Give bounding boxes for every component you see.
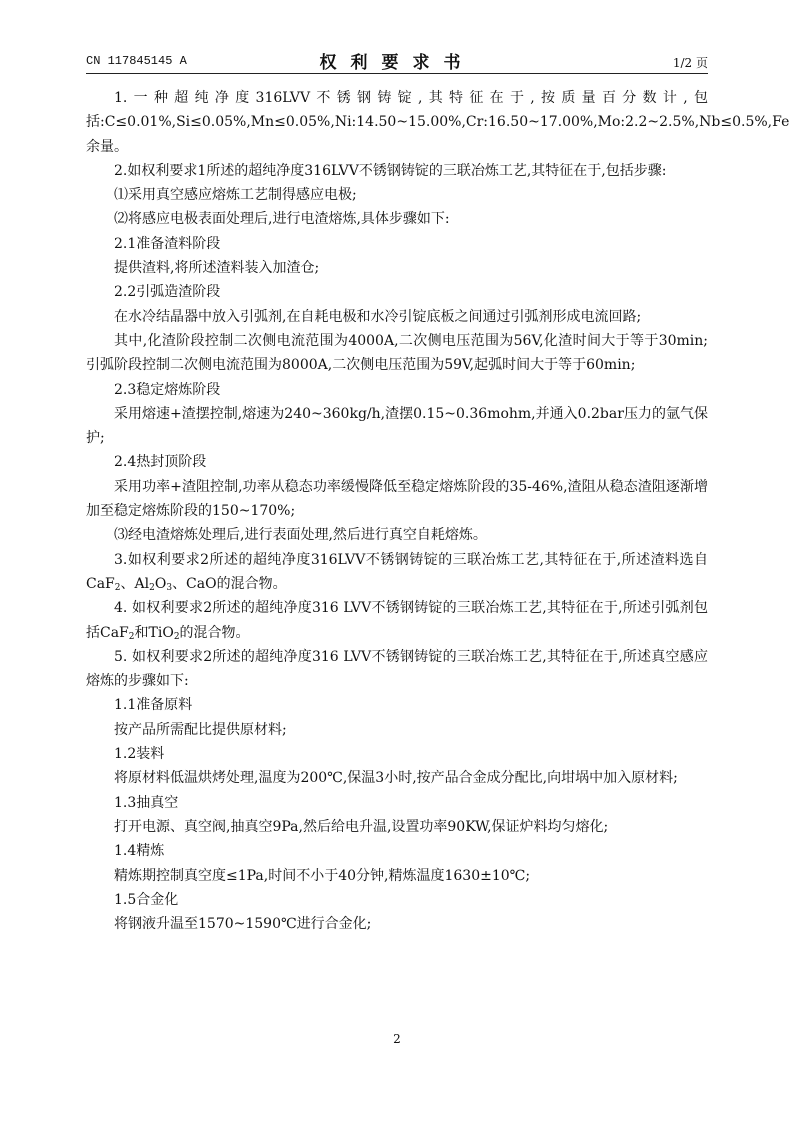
claim-4: 4. 如权利要求2所述的超纯净度316 LVV不锈钢铸锭的三联冶炼工艺,其特征在于,所述引弧剂包括CaF$_2$和TiO$_2$的混合物。 (86, 600, 708, 642)
section-text: 采用功率+渣阻控制,功率从稳态功率缓慢降低至稳定熔炼阶段的35-46%,渣阻从稳态渣阻逐渐增加至稳定熔炼阶段的150~170%; (86, 478, 708, 520)
page-header (86, 48, 708, 72)
section-text: 提供渣料,将所述渣料装入加渣仓; (114, 260, 320, 277)
section-heading: 1.5合金化 (114, 891, 179, 908)
claim-3: 3.如权利要求2所述的超纯净度316LVV不锈钢铸锭的三联冶炼工艺,其特征在于,所述渣料选自CaF$_2$、$Al_2O_3$、CaO的混合物。 (86, 551, 708, 593)
section-heading: 1.1准备原料 (114, 697, 193, 714)
section-text: 将原材料低温烘烤处理,温度为200℃,保温3小时,按产品合金成分配比,向坩埚中加入原材料; (114, 770, 678, 787)
section-text: 精炼期控制真空度≤1Pa,时间不小于40分钟,精炼温度1630±10℃; (114, 867, 531, 884)
claim-2-step-1: ⑴采用真空感应熔炼工艺制得感应电极; (114, 187, 357, 204)
section-text: 采用熔速+渣摆控制,熔速为240~360kg/h,渣摆0.15~0.36mohm,并通入0.2bar压力的氩气保护; (86, 405, 708, 447)
section-text: 其中,化渣阶段控制二次侧电流范围为4000A,二次侧电压范围为56V,化渣时间大于等于30min;引弧阶段控制二次侧电流范围为8000A,二次侧电压范围为59V,起弧时间大于等于60min; (86, 332, 708, 374)
section-heading: 2.3稳定熔炼阶段 (114, 381, 221, 398)
patent-number: CN 117845145 A (86, 54, 187, 68)
section-heading: 1.4精炼 (114, 843, 165, 860)
claim-2-step-2: ⑵将感应电极表面处理后,进行电渣熔炼,具体步骤如下: (114, 211, 450, 228)
section-text: 在水冷结晶器中放入引弧剂,在自耗电极和水冷引锭底板之间通过引弧剂形成电流回路; (114, 308, 642, 325)
section-heading: 1.2装料 (114, 746, 165, 763)
claim-5: 5. 如权利要求2所述的超纯净度316 LVV不锈钢铸锭的三联冶炼工艺,其特征在于,所述真空感应熔炼的步骤如下: (86, 648, 708, 690)
page-number: 2 (393, 1032, 401, 1046)
section-text: 打开电源、真空阀,抽真空9Pa,然后给电升温,设置功率90KW,保证炉料均匀熔化; (114, 818, 609, 835)
claims-body (86, 86, 790, 936)
claim-2-step-3: ⑶经电渣熔炼处理后,进行表面处理,然后进行真空自耗熔炼。 (114, 527, 487, 544)
page-indicator: 1/2 页 (672, 56, 708, 70)
claim-2: 2.如权利要求1所述的超纯净度316LVV不锈钢铸锭的三联冶炼工艺,其特征在于,包括步骤: (114, 162, 667, 179)
header-rule (86, 73, 708, 74)
claim-1: 1.一种超纯净度316LVV不锈钢铸锭,其特征在于,按质量百分数计,包括:C≤0.01%,Si≤0.05%,Mn≤0.05%,Ni:14.50~15.00%,Cr:16.50~17.00%,Mo:2.2~2.5%,Nb≤0.5%,Fe余量。 (86, 90, 790, 155)
section-heading: 1.3抽真空 (114, 794, 179, 811)
section-text: 按产品所需配比提供原材料; (114, 721, 287, 738)
section-heading: 2.2引弧造渣阶段 (114, 284, 221, 301)
document-title: 权利要求书 (319, 53, 475, 73)
section-heading: 2.1准备渣料阶段 (114, 235, 221, 252)
section-heading: 2.4热封顶阶段 (114, 454, 207, 471)
section-text: 将钢液升温至1570~1590℃进行合金化; (114, 916, 372, 933)
